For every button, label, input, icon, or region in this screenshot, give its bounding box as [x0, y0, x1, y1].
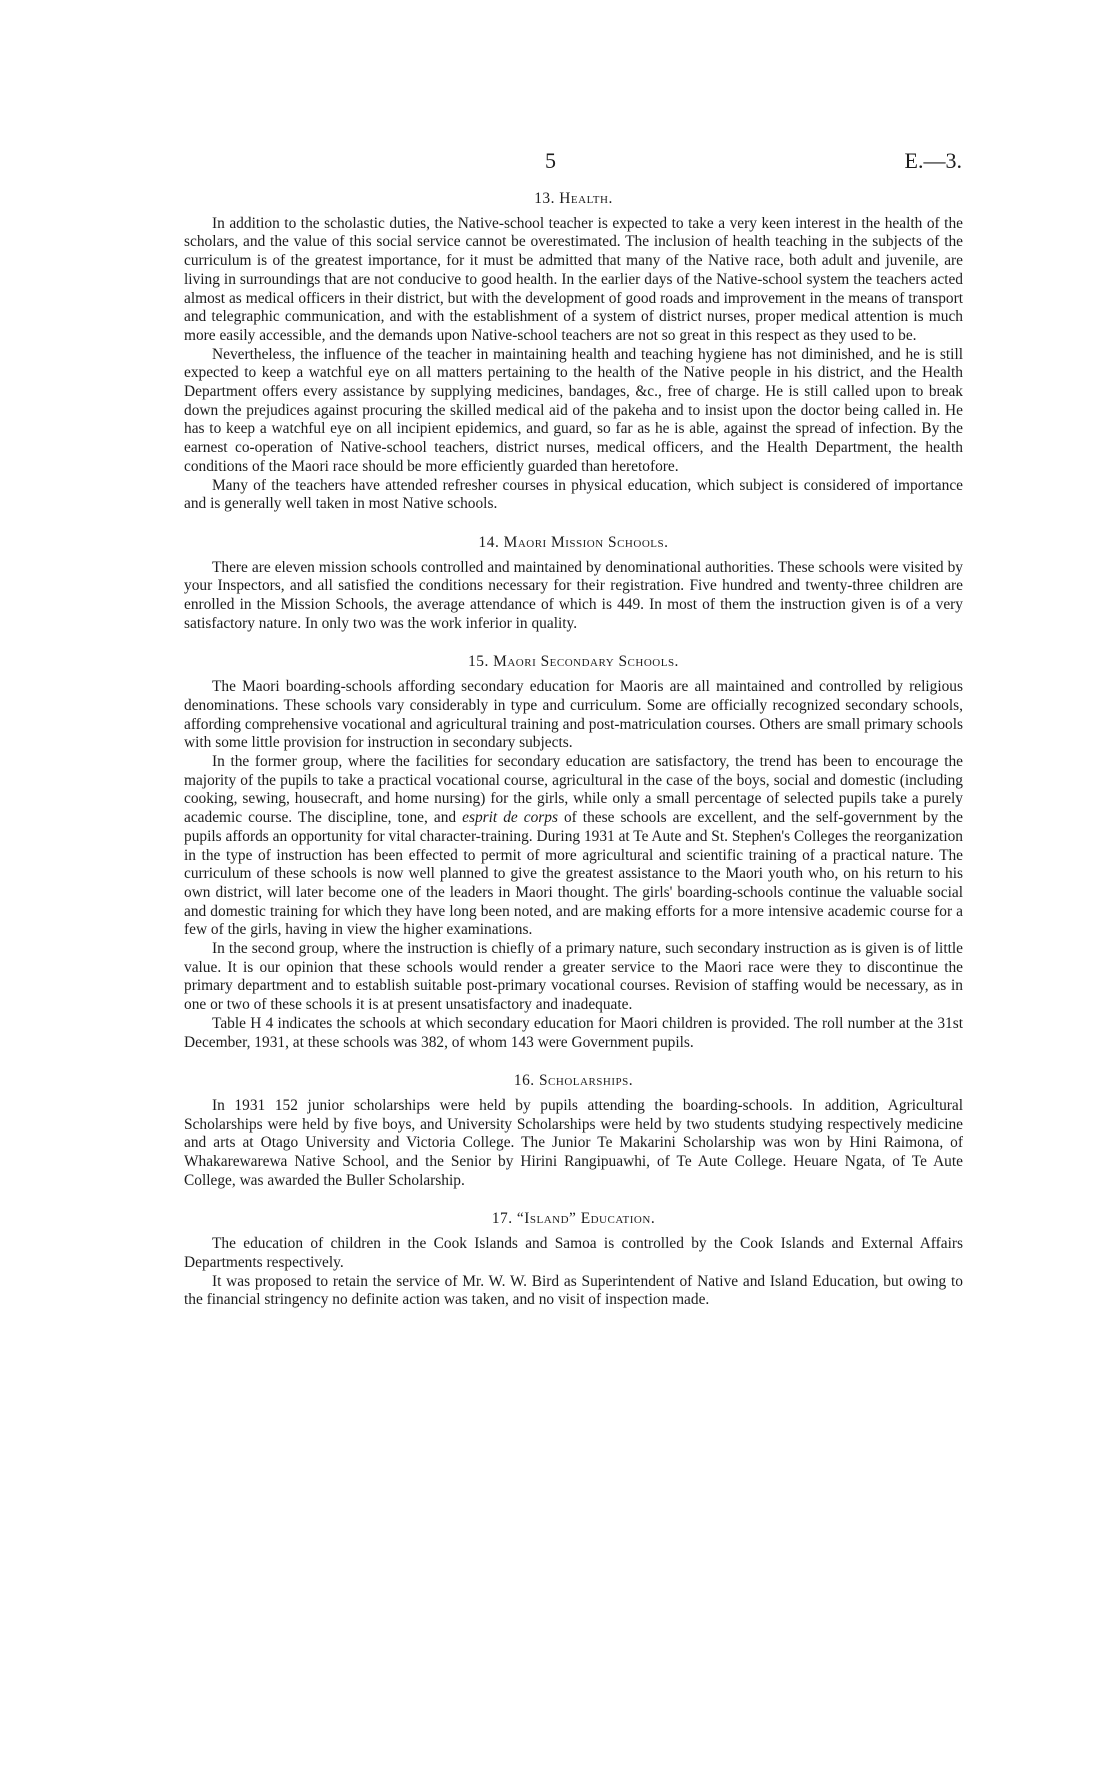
paragraph: There are eleven mission schools controlled and maintained by denominational authorities. These schools were visited by your Inspectors, and all satisfied the conditions necessary for their registration. Five hundred and twenty-three children are enrolled in the Mission Schools, the average attendance of which is 449. In most of them the instruction given is of a very satisfactory nature. In only two was the work inferior in quality.	[184, 558, 963, 632]
document-reference: E.—3.	[904, 148, 962, 173]
paragraph: Many of the teachers have attended refresher courses in physical education, which subject is considered of importance and is generally well taken in most Native schools.	[184, 476, 963, 513]
page-number: 5	[545, 148, 556, 173]
paragraph: Table H 4 indicates the schools at which secondary education for Maori children is provided. The roll number at the 31st December, 1931, at these schools was 382, of whom 143 were Government pupils.	[184, 1014, 963, 1051]
italic-phrase: esprit de corps	[462, 809, 558, 827]
paragraph-text: of these schools are excellent, and the self-government by the pupils affords an opportunity for vital character-training. During 1931 at Te Aute and St. Stephen's Colleges the reorganization in the type of instruction has been effected to permit of more agricultural and scientific training of a practical nature. The curriculum of these schools is now well planned to give the greatest assistance to the Maori youth who, on his return to his own district, will later become one of the leaders in Maori thought. The girls' boarding-schools continue the valuable social and domestic training for which they have long been noted, and are making efforts for a more intensive academic course for a few of the girls, having in view the higher examinations.	[184, 809, 963, 939]
paragraph: The Maori boarding-schools affording secondary education for Maoris are all maintained and controlled by religious denominations. These schools vary considerably in type and curriculum. Some are officially recognized secondary schools, affording comprehensive vocational and agricultural training and post-matriculation courses. Others are small primary schools with some little provision for instruction in secondary subjects.	[184, 678, 963, 752]
paragraph	[184, 753, 963, 940]
section-heading-health: 13. Health.	[534, 190, 613, 207]
paragraph-text: In the former group, where the facilities for secondary education are satisfactory, the trend has been to encourage the majority of the pupils to take a practical vocational course, agricultural in the case of the boys, social and domestic (including cooking, sewing, housecraft, and home nursing) for the girls, while only a small percentage of selected pupils take a purely academic course. The discipline, tone, and	[184, 752, 963, 827]
section-heading-mission-schools: 14. Maori Mission Schools.	[478, 533, 669, 551]
paragraph: In the second group, where the instruction is chiefly of a primary nature, such secondary instruction as is given is of little value. It is our opinion that these schools would render a greater service to the Maori race were they to discontinue the primary department and to establish suitable post-primary vocational courses. Revision of staffing would be necessary, as in one or two of these schools it is at present unsatisfactory and inadequate.	[184, 940, 963, 1014]
section-heading-island-education: 17. “Island” Education.	[491, 1210, 656, 1228]
page-body	[184, 190, 963, 1310]
paragraph: Nevertheless, the influence of the teacher in maintaining health and teaching hygiene has not diminished, and he is still expected to keep a watchful eye on all matters pertaining to the health of the Native people in his district, and the Health Department offers every assistance by supplying medicines, bandages, &c., free of charge. He is still called upon to break down the prejudices against procuring the skilled medical aid of the pakeha and to insist upon the doctor being called in. He has to keep a watchful eye on all incipient epidemics, and guard, so far as he is able, against the spread of infection. By the earnest co-operation of Native-school teachers, district nurses, medical officers, and the Health Department, the health conditions of the Maori race should be more efficiently guarded than heretofore.	[184, 345, 963, 475]
paragraph: In 1931 152 junior scholarships were held by pupils attending the boarding-schools. In addition, Agricultural Scholarships were held by five boys, and University Scholarships were held by two students studying respectively medicine and arts at Otago University and Victoria College. The Junior Te Makarini Scholarship was won by Hini Raimona, of Whakarewarewa Native School, and the Senior by Hirini Rangipuawhi, of Te Aute College. Heuare Ngata, of Te Aute College, was awarded the Buller Scholarship.	[184, 1096, 963, 1189]
section-heading-scholarships: 16. Scholarships.	[513, 1072, 634, 1090]
paragraph: The education of children in the Cook Islands and Samoa is controlled by the Cook Islands and External Affairs Departments respectively.	[184, 1235, 963, 1271]
paragraph: It was proposed to retain the service of Mr. W. W. Bird as Superintendent of Native and Island Education, but owing to the financial stringency no definite action was taken, and no visit of inspection made.	[184, 1272, 963, 1309]
paragraph: In addition to the scholastic duties, the Native-school teacher is expected to take a very keen interest in the health of the scholars, and the value of this social service cannot be overestimated. The inclusion of health teaching in the subjects of the curriculum is of the greatest importance, for it must be admitted that many of the Native race, both adult and juvenile, are living in surroundings that are not conducive to good health. In the earlier days of the Native-school system the teachers acted almost as medical officers in their district, but with the development of good roads and improvement in the means of transport and telegraphic communication, and with the establishment of a system of district nurses, proper medical attention is much more easily accessible, and the demands upon Native-school teachers are not so great in this respect as they used to be.	[184, 214, 963, 344]
section-heading-secondary-schools: 15. Maori Secondary Schools.	[468, 653, 679, 671]
